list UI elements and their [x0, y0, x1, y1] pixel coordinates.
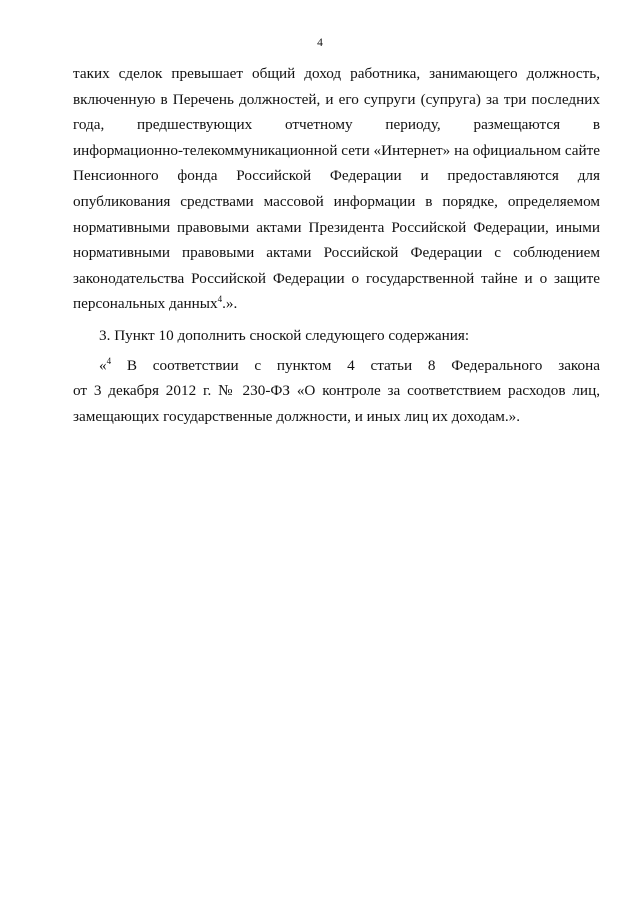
text-line: включенную в Перечень должностей, и его супруги (супруга) за три последних	[73, 90, 600, 108]
paragraph-2: 3. Пункт 10 дополнить сноской следующего содержания:	[99, 326, 470, 344]
text-line: нормативными правовыми актами Президента Российской Федерации, иными	[73, 218, 600, 236]
footnote-marker: 4	[217, 294, 223, 305]
text-fragment: .».	[222, 295, 238, 313]
text-line: таких сделок превышает общий доход работника, занимающего должность,	[73, 65, 600, 82]
paragraph-3	[73, 353, 600, 430]
open-quote: «	[99, 356, 107, 374]
text-line-last	[73, 291, 600, 317]
text-fragment: персональных данных	[73, 295, 218, 313]
text-line: законодательства Российской Федерации о государственной тайне и о защите	[73, 269, 600, 287]
footnote-marker: 4	[106, 355, 112, 366]
text-line: от 3 декабря 2012 г. № 230-ФЗ «О контроле за соответствием расходов лиц,	[73, 382, 600, 400]
text-line: нормативными правовыми актами Российской Федерации с соблюдением	[73, 244, 600, 262]
paragraph-1	[73, 61, 600, 317]
text-line: года, предшествующих отчетному периоду, размещаются в	[73, 116, 600, 134]
text-fragment: В соответствии с пунктом 4 статьи 8 Федерального закона	[111, 356, 600, 374]
text-line-last: замещающих государственные должности, и иных лиц их доходам.».	[73, 407, 521, 425]
page-number: 4	[317, 37, 323, 49]
text-line: опубликования средствами массовой информации в порядке, определяемом	[73, 192, 600, 210]
document-body	[73, 61, 600, 429]
text-line: Пенсионного фонда Российской Федерации и предоставляются для	[73, 167, 600, 185]
footnote-first-line	[73, 353, 600, 379]
text-line: информационно-телекоммуникационной сети «Интернет» на официальном сайте	[73, 141, 600, 159]
